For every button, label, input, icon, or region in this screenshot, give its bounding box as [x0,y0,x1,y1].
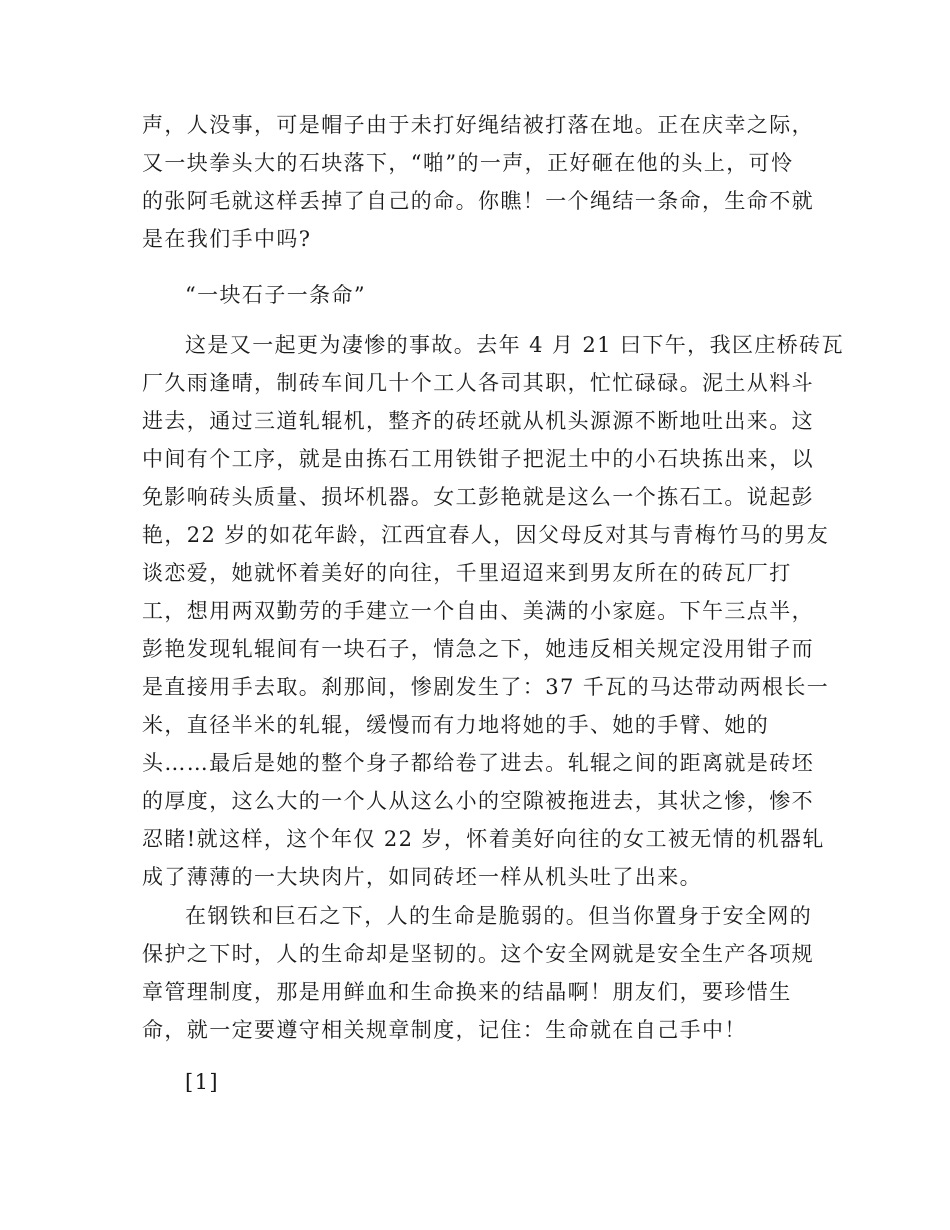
text-line: 的张阿毛就这样丢掉了自己的命。你瞧！一个绳结一条命，生命不就 [142,189,814,213]
text-line: 章管理制度，那是用鲜血和生命换来的结晶啊！朋友们，要珍惜生 [142,980,792,1004]
text-line: 彭艳发现轧辊间有一块石子，情急之下，她违反相关规定没用钳子而 [142,637,814,661]
text-line: 的厚度，这么大的一个人从这么小的空隙被拖进去，其状之惨，惨不 [142,789,814,813]
text-line: 谈恋爱，她就怀着美好的向往，千里迢迢来到男友所在的砖瓦厂打 [142,561,792,585]
text-line: 在钢铁和巨石之下，人的生命是脆弱的。但当你置身于安全网的 [185,904,813,928]
text-line: 工，想用两双勤劳的手建立一个自由、美满的小家庭。下午三点半， [142,599,814,623]
paragraph-conclusion [142,897,814,1049]
text-line: 艳，22 岁的如花年龄，江西宜春人，因父母反对其与青梅竹马的男友 [142,523,830,547]
paragraph-accident-continuation [142,106,814,258]
section-heading-text: “一块石子一条命” [185,283,367,307]
text-line: 进去，通过三道轧辊机，整齐的砖坯就从机头源源不断地吐出来。这 [142,409,814,433]
text-line: 是在我们手中吗? [142,227,312,251]
text-line: 又一块拳头大的石块落下，“啪”的一声，正好砸在他的头上，可怜 [142,151,794,175]
text-line: 头……最后是她的整个身子都给卷了进去。轧辊之间的距离就是砖坯 [142,751,814,775]
text-line: 成了薄薄的一大块肉片，如同砖坯一样从机头吐了出来。 [142,865,702,889]
text-line: 这是又一起更为凄惨的事故。去年 4 月 21 曰下午，我区庄桥砖瓦 [185,333,844,357]
text-line: 中间有个工序，就是由拣石工用铁钳子把泥土中的小石块拣出来，以 [142,447,814,471]
text-line: 声，人没事，可是帽子由于未打好绳结被打落在地。正在庆幸之际， [142,113,814,137]
text-line: 忍睹!就这样，这个年仅 22 岁，怀着美好向往的女工被无情的机器轧 [142,827,825,851]
text-line: 是直接用手去取。刹那间，惨剧发生了：37 千瓦的马达带动两根长一 [142,675,830,699]
footnote-reference: [1] [185,1070,219,1094]
section-heading [142,276,807,314]
paragraph-brick-factory-accident [142,326,844,896]
text-line: 命，就一定要遵守相关规章制度，记住：生命就在自己手中！ [142,1018,747,1042]
footnote-marker [142,1063,807,1101]
text-line: 厂久雨逢晴，制砖车间几十个工人各司其职，忙忙碌碌。泥土从料斗 [142,371,814,395]
text-line: 米，直径半米的轧辊，缓慢而有力地将她的手、她的手臂、她的 [142,713,770,737]
text-line: 免影响砖头质量、损坏机器。女工彭艳就是这么一个拣石工。说起彭 [142,485,814,509]
text-line: 保护之下时，人的生命却是坚韧的。这个安全网就是安全生产各项规 [142,942,814,966]
